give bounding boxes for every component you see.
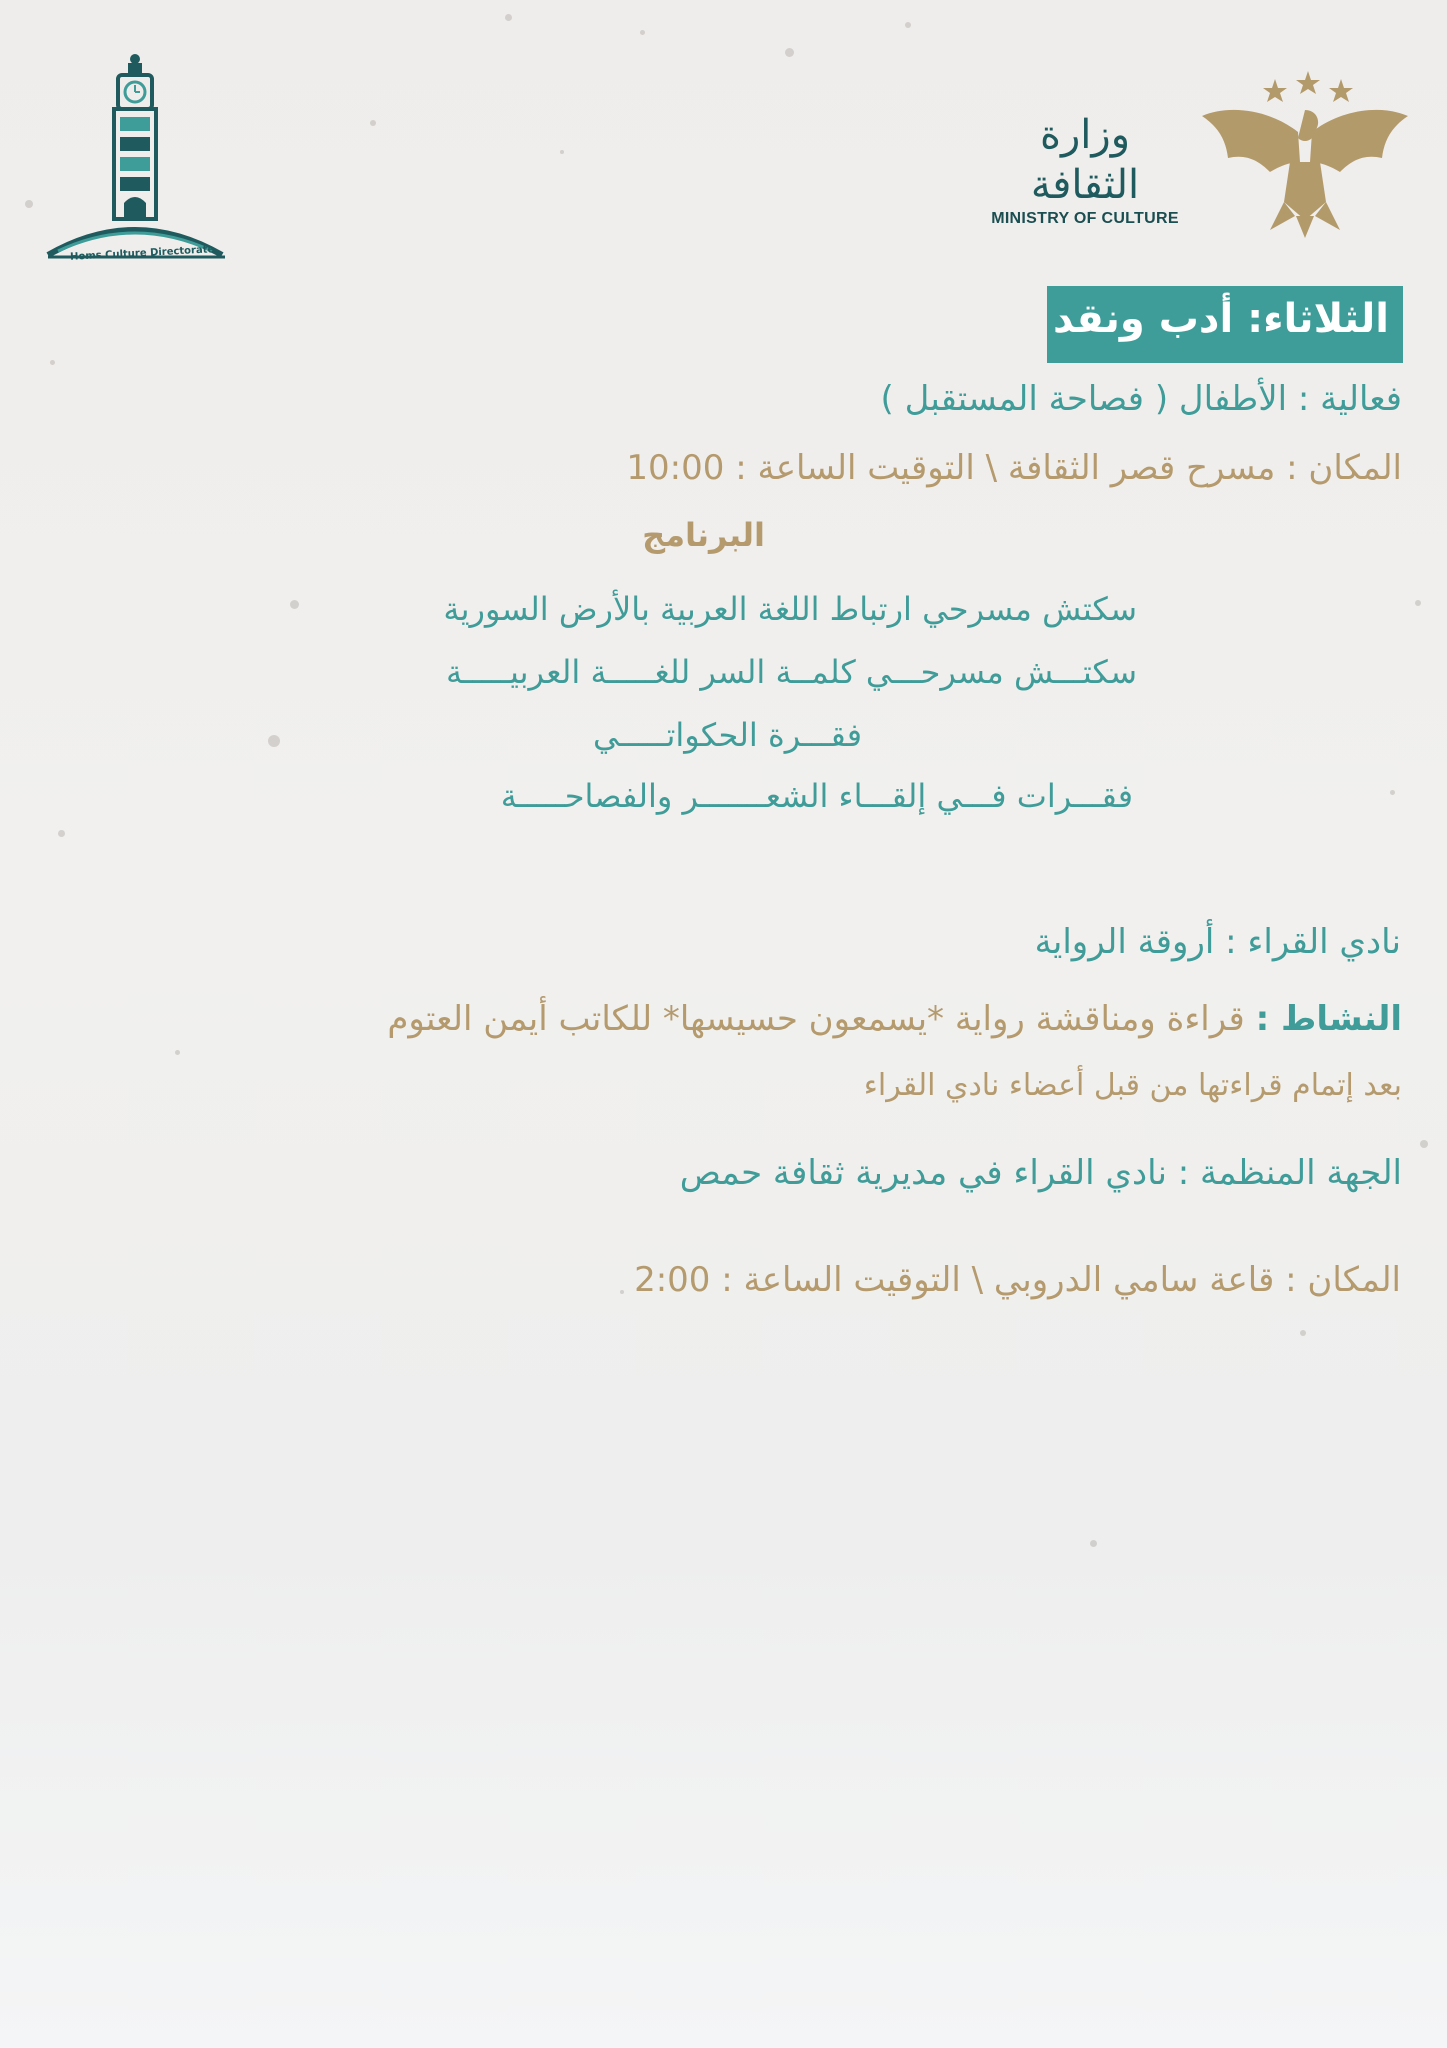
event2-activity-text: قراءة ومناقشة رواية *يسمعون حسيسها* للكاتب أيمن العتوم bbox=[387, 999, 1245, 1039]
homs-directorate-caption: Homs Culture Directorate bbox=[69, 244, 215, 263]
program-item-1: سكتش مسرحي ارتباط اللغة العربية بالأرض السورية bbox=[443, 590, 1137, 628]
syrian-eagle-emblem-icon bbox=[1200, 70, 1410, 240]
ministry-name-english: MINISTRY OF CULTURE bbox=[991, 210, 1179, 227]
event1-program-label: البرنامج bbox=[642, 516, 765, 554]
ministry-name-arabic: وزارة الثقافة bbox=[1030, 112, 1140, 208]
event2-activity bbox=[387, 997, 1402, 1041]
event2-title: نادي القراء : أروقة الرواية bbox=[1034, 922, 1401, 962]
event2-venue-time: المكان : قاعة سامي الدروبي \ التوقيت الساعة : 2:00 bbox=[634, 1260, 1401, 1300]
day-heading-banner bbox=[1047, 286, 1403, 363]
program-item-4: فقـــرات فـــي إلقـــاء الشعـــــــر والفصاحـــــة bbox=[500, 777, 1133, 815]
event2-activity-label: النشاط : bbox=[1255, 999, 1402, 1039]
event1-title: فعالية : الأطفال ( فصاحة المستقبل ) bbox=[880, 379, 1402, 419]
ministry-wordmark bbox=[985, 110, 1185, 228]
homs-directorate-logo bbox=[40, 45, 240, 270]
event2-organizer: الجهة المنظمة : نادي القراء في مديرية ثقافة حمص bbox=[679, 1153, 1402, 1193]
program-item-2: سكتـــش مسرحـــي كلمــة السر للغـــــة العربيـــــة bbox=[445, 653, 1137, 691]
program-item-3: فقـــرة الحكواتـــــي bbox=[592, 716, 862, 754]
event1-venue-time: المكان : مسرح قصر الثقافة \ التوقيت الساعة : 10:00 bbox=[626, 448, 1402, 488]
day-heading: الثلاثاء: أدب ونقد bbox=[1053, 296, 1389, 342]
event2-activity-note: بعد إتمام قراءتها من قبل أعضاء نادي القراء bbox=[863, 1068, 1402, 1103]
